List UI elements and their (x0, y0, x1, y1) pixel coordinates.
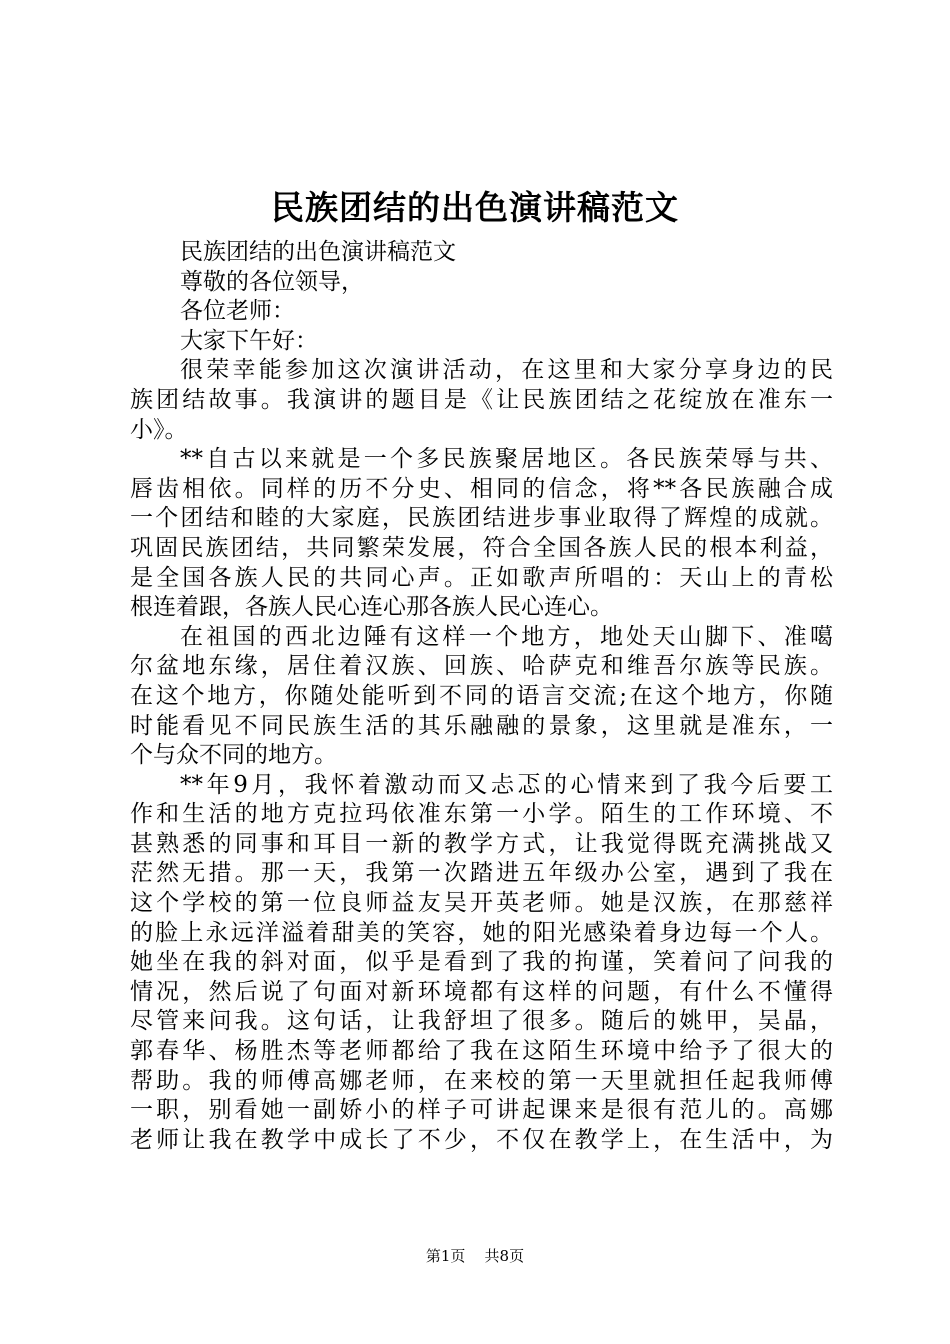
body-line: 作和生活的地方克拉玛依准东第一小学。陌生的工作环境、不 (130, 801, 833, 828)
body-line: 的脸上永远洋溢着甜美的笑容，她的阳光感染着身边每一个人。 (130, 919, 833, 946)
body-line: 一职，别看她一副娇小的样子可讲起课来是很有范儿的。高娜 (130, 1097, 833, 1124)
body-line: 时能看见不同民族生活的其乐融融的景象，这里就是准东，一 (130, 712, 833, 739)
body-line: 族团结故事。我演讲的题目是《让民族团结之花绽放在准东一 (130, 386, 833, 413)
body-line: 情况，然后说了句面对新环境都有这样的问题，有什么不懂得 (130, 978, 833, 1005)
body-line: 郭春华、杨胜杰等老师都给了我在这陌生环境中给予了很大的 (130, 1038, 833, 1065)
page-total: 共8页 (484, 1247, 525, 1265)
document-title: 民族团结的出色演讲稿范文 (271, 188, 679, 227)
body-line: 老师让我在教学中成长了不少，不仅在教学上，在生活中，为 (130, 1126, 833, 1153)
body-line: 茫然无措。那一天，我第一次踏进五年级办公室，遇到了我在 (130, 860, 833, 887)
body-line: 小》。 (130, 416, 188, 443)
body-line: 很荣幸能参加这次演讲活动，在这里和大家分享身边的民 (180, 357, 833, 384)
body-line: 在祖国的西北边陲有这样一个地方，地处天山脚下、准噶 (180, 623, 833, 650)
body-line: 唇齿相依。同样的历不分史、相同的信念，将**各民族融合成 (130, 475, 833, 502)
page-separator (470, 1247, 480, 1265)
body-line: 在这个地方，你随处能听到不同的语言交流;在这个地方，你随 (130, 682, 833, 709)
body-line: **自古以来就是一个多民族聚居地区。各民族荣辱与共、 (180, 446, 833, 473)
body-line: 尊敬的各位领导， (180, 268, 364, 295)
body-line: 这个学校的第一位良师益友吴开英老师。她是汉族，在那慈祥 (130, 890, 833, 917)
body-line: 她坐在我的斜对面，似乎是看到了我的拘谨，笑着问了问我的 (130, 949, 833, 976)
body-line: 甚熟悉的同事和耳目一新的教学方式，让我觉得既充满挑战又 (130, 830, 833, 857)
page-footer (0, 1246, 950, 1266)
body-line: 个与众不同的地方。 (130, 742, 337, 769)
body-line: 各位老师： (180, 298, 295, 325)
body-line: 民族团结的出色演讲稿范文 (180, 239, 456, 265)
body-line: **年9月，我怀着激动而又忐忑的心情来到了我今后要工 (180, 771, 833, 798)
body-line: 是全国各族人民的共同心声。正如歌声所唱的：天山上的青松 (130, 564, 833, 591)
page-number: 第1页 (425, 1247, 466, 1265)
body-line: 一个团结和睦的大家庭，民族团结进步事业取得了辉煌的成就。 (130, 505, 833, 532)
body-line: 巩固民族团结，共同繁荣发展，符合全国各族人民的根本利益， (130, 534, 833, 561)
body-line: 帮助。我的师傅高娜老师，在来校的第一天里就担任起我师傅 (130, 1067, 833, 1094)
document-body (130, 238, 833, 1155)
body-line: 尔盆地东缘，居住着汉族、回族、哈萨克和维吾尔族等民族。 (130, 653, 833, 680)
body-line: 尽管来问我。这句话，让我舒坦了很多。随后的姚甲，吴晶， (130, 1008, 833, 1035)
body-line: 大家下午好： (180, 327, 318, 354)
body-line: 根连着跟，各族人民心连心那各族人民心连心。 (130, 594, 613, 621)
